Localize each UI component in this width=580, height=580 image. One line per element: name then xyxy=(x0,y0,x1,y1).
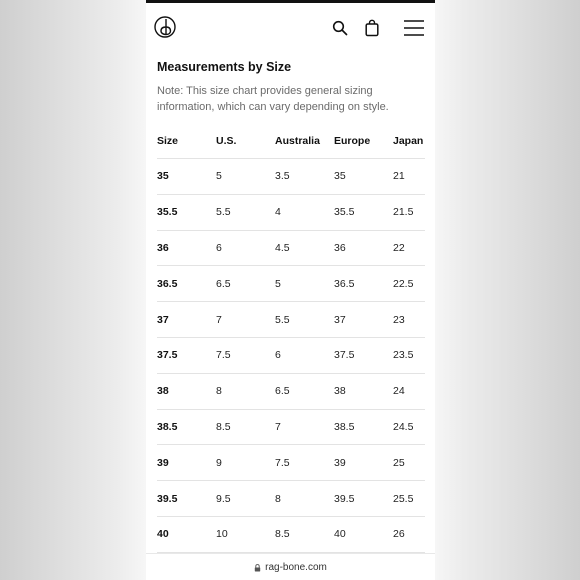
cell-size: 36 xyxy=(157,241,169,254)
cell-us: 7 xyxy=(216,313,222,326)
cell-size: 36.5 xyxy=(157,277,178,290)
cell-size: 37 xyxy=(157,313,169,326)
hamburger-menu-icon[interactable] xyxy=(404,19,424,37)
cell-japan: 25.5 xyxy=(393,492,414,505)
table-row xyxy=(157,266,425,302)
cell-australia: 5.5 xyxy=(275,313,290,326)
cell-japan: 21 xyxy=(393,170,405,183)
cell-japan: 24.5 xyxy=(393,420,414,433)
cell-australia: 3.5 xyxy=(275,170,290,183)
cell-japan: 23 xyxy=(393,313,405,326)
cell-us: 8.5 xyxy=(216,420,231,433)
cell-europe: 37.5 xyxy=(334,349,355,362)
table-row xyxy=(157,159,425,195)
cell-japan: 24 xyxy=(393,385,405,398)
table-row xyxy=(157,517,425,553)
header-australia: Australia xyxy=(275,135,320,147)
lock-icon xyxy=(254,564,261,572)
size-chart-note: Note: This size chart provides general sizing information, which can vary depending on style. xyxy=(157,85,389,113)
cell-size: 38.5 xyxy=(157,420,178,433)
cell-size: 35.5 xyxy=(157,206,178,219)
cell-japan: 22.5 xyxy=(393,277,414,290)
shopping-bag-icon[interactable] xyxy=(365,19,379,37)
url-text: rag-bone.com xyxy=(265,562,327,573)
cell-us: 6.5 xyxy=(216,277,231,290)
table-row xyxy=(157,374,425,410)
cell-japan: 25 xyxy=(393,456,405,469)
cell-australia: 7 xyxy=(275,420,281,433)
cell-australia: 6 xyxy=(275,349,281,362)
cell-japan: 26 xyxy=(393,528,405,541)
cell-europe: 36.5 xyxy=(334,277,355,290)
table-row xyxy=(157,445,425,481)
cell-size: 37.5 xyxy=(157,349,178,362)
cell-europe: 37 xyxy=(334,313,346,326)
header-japan: Japan xyxy=(393,135,424,147)
cell-us: 10 xyxy=(216,528,228,541)
phone-screen xyxy=(146,0,435,580)
search-icon[interactable] xyxy=(332,20,348,36)
cell-australia: 5 xyxy=(275,277,281,290)
cell-europe: 35.5 xyxy=(334,206,355,219)
header-us: U.S. xyxy=(216,135,237,147)
table-row xyxy=(157,302,425,338)
browser-url-bar[interactable] xyxy=(146,562,435,573)
cell-europe: 38.5 xyxy=(334,420,355,433)
cell-europe: 38 xyxy=(334,385,346,398)
header-size: Size xyxy=(157,135,179,147)
cell-us: 6 xyxy=(216,241,222,254)
cell-size: 39 xyxy=(157,456,169,469)
cell-australia: 6.5 xyxy=(275,385,290,398)
cell-japan: 23.5 xyxy=(393,349,414,362)
page-title: Measurements by Size xyxy=(157,60,292,74)
cell-australia: 4 xyxy=(275,206,281,219)
rag-bone-logo-icon[interactable] xyxy=(154,16,176,38)
cell-japan: 22 xyxy=(393,241,405,254)
cell-size: 39.5 xyxy=(157,492,178,505)
cell-us: 5.5 xyxy=(216,206,231,219)
cell-us: 9.5 xyxy=(216,492,231,505)
size-table xyxy=(157,124,425,553)
cell-australia: 8.5 xyxy=(275,528,290,541)
site-header xyxy=(146,3,435,51)
table-row xyxy=(157,195,425,231)
browser-bar-divider xyxy=(146,553,435,554)
cell-australia: 8 xyxy=(275,492,281,505)
cell-australia: 7.5 xyxy=(275,456,290,469)
table-row xyxy=(157,410,425,446)
cell-europe: 35 xyxy=(334,170,346,183)
header-europe: Europe xyxy=(334,135,371,147)
cell-europe: 36 xyxy=(334,241,346,254)
table-row xyxy=(157,481,425,517)
cell-size: 38 xyxy=(157,385,169,398)
cell-japan: 21.5 xyxy=(393,206,414,219)
cell-europe: 40 xyxy=(334,528,346,541)
cell-australia: 4.5 xyxy=(275,241,290,254)
cell-europe: 39.5 xyxy=(334,492,355,505)
table-row xyxy=(157,231,425,267)
cell-us: 5 xyxy=(216,170,222,183)
cell-europe: 39 xyxy=(334,456,346,469)
cell-us: 8 xyxy=(216,385,222,398)
cell-size: 35 xyxy=(157,170,169,183)
cell-size: 40 xyxy=(157,528,169,541)
table-row xyxy=(157,338,425,374)
cell-us: 9 xyxy=(216,456,222,469)
table-header-row xyxy=(157,124,425,159)
cell-us: 7.5 xyxy=(216,349,231,362)
